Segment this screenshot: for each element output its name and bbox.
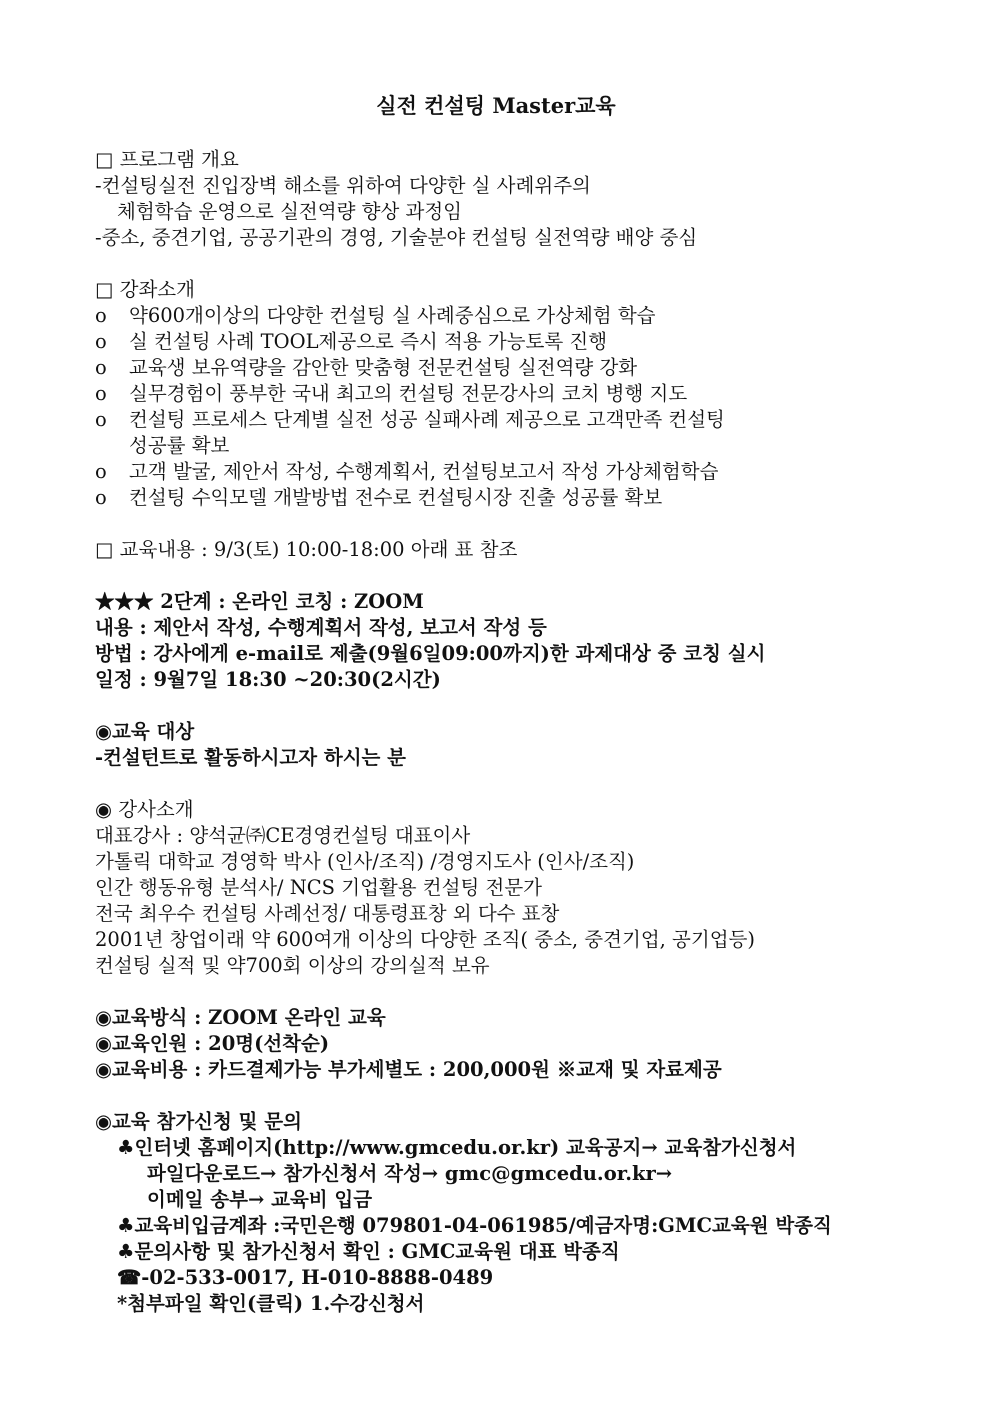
phone-line: ☎-02-533-0017, H-010-8888-0489 (117, 1266, 494, 1289)
intro-item-text: 고객 발굴, 제안서 작성, 수행계획서, 컨설팅보고서 작성 가상체험학습 (129, 460, 719, 483)
bullet-icon: o (95, 486, 107, 509)
intro-item (95, 485, 975, 511)
instructor-line: 가톨릭 대학교 경영학 박사 (인사/조직) /경영지도사 (인사/조직) (95, 850, 635, 873)
instructor-line: 컨설팅 실적 및 약700회 이상의 강의실적 보유 (95, 954, 490, 977)
bullet-icon: o (95, 330, 107, 353)
apply-line: 파일다운로드→ 참가신청서 작성→ gmc@gmcedu.or.kr→ (147, 1162, 673, 1185)
overview-line: -컨설팅실전 진입장벽 해소를 위하여 다양한 실 사례위주의 (95, 174, 591, 197)
schedule-heading: □ 교육내용 : 9/3(토) 10:00-18:00 아래 표 참조 (95, 538, 518, 561)
instructor-line: 2001년 창업이래 약 600여개 이상의 다양한 조직( 중소, 중견기업, 공기업등) (95, 928, 756, 951)
intro-item (95, 355, 975, 381)
stage2-title: ★★★ 2단계 : 온라인 코칭 : ZOOM (95, 590, 424, 613)
instructor-heading: ◉ 강사소개 (95, 798, 194, 821)
intro-item (95, 381, 975, 407)
intro-heading: □ 강좌소개 (95, 278, 195, 301)
apply-line: ♣문의사항 및 참가신청서 확인 : GMC교육원 대표 박종직 (117, 1240, 620, 1263)
info-cost: ◉교육비용 : 카드결제가능 부가세별도 : 200,000원 ※교재 및 자료제공 (95, 1058, 722, 1081)
intro-item-text: 약600개이상의 다양한 컨설팅 실 사례중심으로 가상체험 학습 (129, 304, 656, 327)
bullet-icon: o (95, 382, 107, 405)
bullet-icon: o (95, 356, 107, 379)
target-line: -컨설턴트로 활동하시고자 하시는 분 (95, 746, 407, 769)
document-body (95, 147, 975, 1317)
intro-item-text: 컨설팅 프로세스 단계별 실전 성공 실패사례 제공으로 고객만족 컨설팅 (129, 408, 725, 431)
overview-line: -중소, 중견기업, 공공기관의 경영, 기술분야 컨설팅 실전역량 배양 중심 (95, 226, 698, 249)
intro-item (95, 303, 975, 329)
apply-heading: ◉교육 참가신청 및 문의 (95, 1110, 302, 1133)
intro-item-text: 실 컨설팅 사례 TOOL제공으로 즉시 적용 가능토록 진행 (129, 330, 608, 353)
apply-line: ♣교육비입금계좌 :국민은행 079801-04-061985/예금자명:GMC교육원 박종직 (117, 1214, 832, 1237)
intro-item-continuation: 성공률 확보 (129, 434, 230, 457)
instructor-line: 전국 최우수 컨설팅 사례선정/ 대통령표창 외 다수 표창 (95, 902, 560, 925)
bullet-icon: o (95, 408, 107, 431)
intro-item (95, 407, 975, 433)
stage2-date: 일정 : 9월7일 18:30 ~20:30(2시간) (95, 668, 441, 691)
stage2-content: 내용 : 제안서 작성, 수행계획서 작성, 보고서 작성 등 (95, 616, 547, 639)
target-heading: ◉교육 대상 (95, 720, 195, 743)
overview-heading: □ 프로그램 개요 (95, 148, 239, 171)
stage2-method: 방법 : 강사에게 e-mail로 제출(9월6일09:00까지)한 과제대상 중 코칭 실시 (95, 642, 766, 665)
intro-item-text: 컨설팅 수익모델 개발방법 전수로 컨설팅시장 진출 성공률 확보 (129, 486, 663, 509)
intro-item (95, 329, 975, 355)
bullet-icon: o (95, 304, 107, 327)
apply-line: ♣인터넷 홈페이지(http://www.gmcedu.or.kr) 교육공지→ 교육참가신청서 (117, 1136, 797, 1159)
intro-item (95, 459, 975, 485)
bullet-icon: o (95, 460, 107, 483)
page-title: 실전 컨설팅 Master교육 (376, 93, 616, 118)
apply-line: 이메일 송부→ 교육비 입금 (147, 1188, 373, 1211)
info-method: ◉교육방식 : ZOOM 온라인 교육 (95, 1006, 386, 1029)
overview-line: 체험학습 운영으로 실전역량 향상 과정임 (117, 200, 463, 223)
intro-item-text: 교육생 보유역량을 감안한 맞춤형 전문컨설팅 실전역량 강화 (129, 356, 638, 379)
intro-item-text: 실무경험이 풍부한 국내 최고의 컨설팅 전문강사의 코치 병행 지도 (129, 382, 688, 405)
instructor-line: 인간 행동유형 분석사/ NCS 기업활용 컨설팅 전문가 (95, 876, 543, 899)
info-capacity: ◉교육인원 : 20명(선착순) (95, 1032, 330, 1055)
attachment-link[interactable]: *첨부파일 확인(클릭) 1.수강신청서 (117, 1292, 425, 1315)
instructor-line: 대표강사 : 양석균㈜CE경영컨설팅 대표이사 (95, 824, 471, 847)
